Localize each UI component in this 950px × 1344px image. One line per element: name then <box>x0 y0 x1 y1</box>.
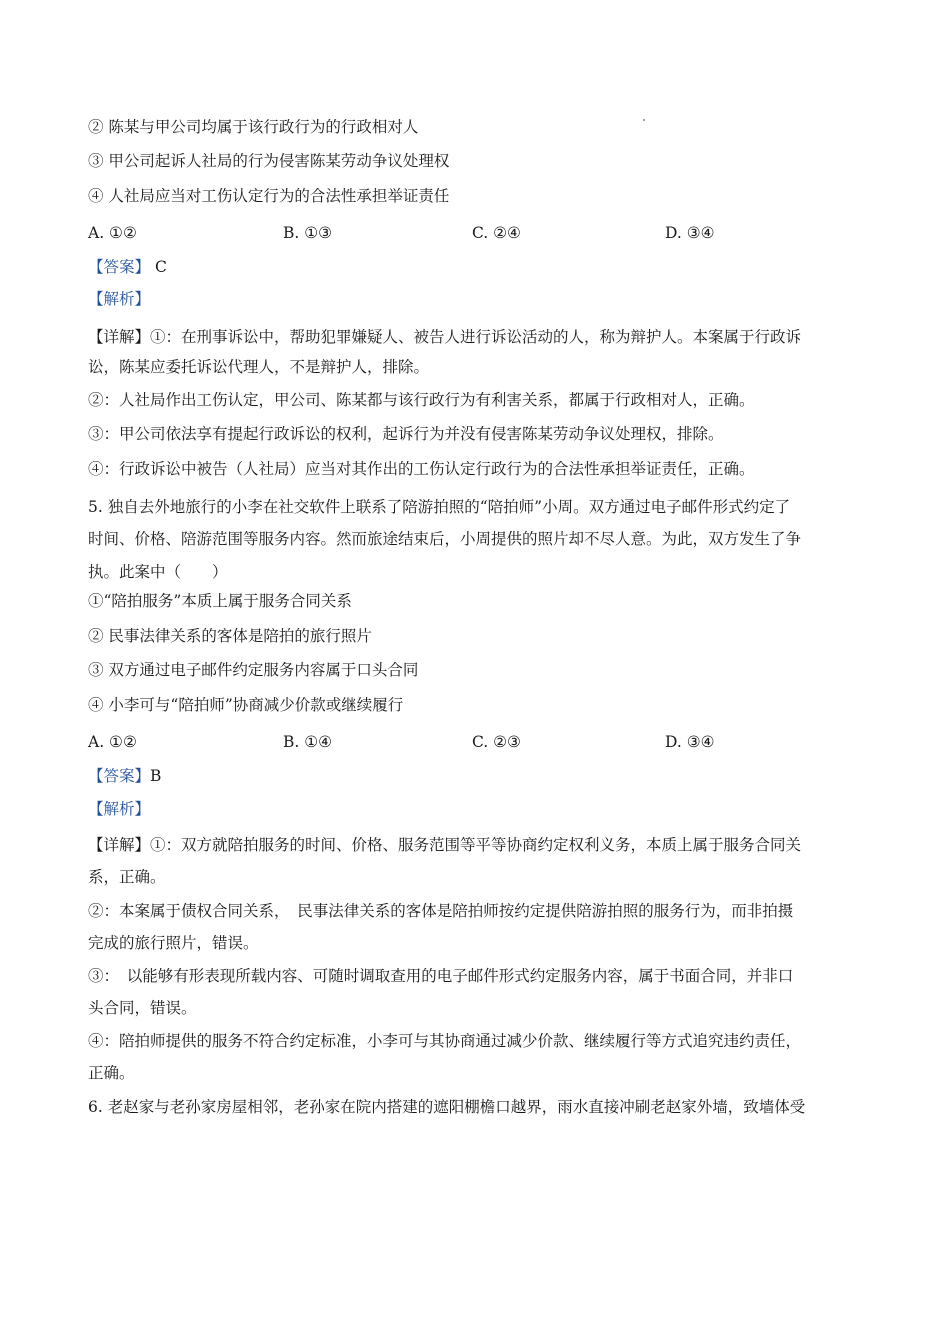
q4-item-4: ④ 人社局应当对工伤认定行为的合法性承担举证责任 <box>88 187 450 205</box>
q4-detail-line: ②：人社局作出工伤认定，甲公司、陈某都与该行政行为有利害关系，都属于行政相对人，正确。 <box>88 391 755 409</box>
q4-answer <box>88 257 167 277</box>
q4-item-2: ② 陈某与甲公司均属于该行政行为的行政相对人 <box>88 118 419 136</box>
q4-detail-line: 【详解】①：在刑事诉讼中，帮助犯罪嫌疑人、被告人进行诉讼活动的人，称为辩护人。本案属于行政诉 <box>88 328 802 346</box>
q4-answer-value: C <box>150 258 167 276</box>
q6-stem-line: 6. 老赵家与老孙家房屋相邻，老孙家在院内搭建的遮阳棚檐口越界，雨水直接冲刷老赵家外墙，致墙体受 <box>88 1098 806 1116</box>
q4-detail-line: 讼，陈某应委托诉讼代理人，不是辩护人，排除。 <box>88 358 430 376</box>
q4-option-d: D. ③④ <box>665 224 715 242</box>
q5-detail-line: 正确。 <box>88 1064 135 1082</box>
q5-detail-line: 完成的旅行照片，错误。 <box>88 934 259 952</box>
q5-stem-line: 执。此案中（ ） <box>88 563 228 581</box>
q5-option-b: B. ①④ <box>283 733 333 751</box>
q5-analysis-tag: 【解析】 <box>88 800 151 818</box>
q4-answer-tag: 【答案】 <box>88 258 151 276</box>
q5-item-3: ③ 双方通过电子邮件约定服务内容属于口头合同 <box>88 661 419 679</box>
q5-answer-tag: 【答案】 <box>88 767 151 785</box>
q5-detail-line: 系，正确。 <box>88 868 166 886</box>
q5-option-a: A. ①② <box>88 733 137 751</box>
q5-option-c: C. ②③ <box>472 733 521 751</box>
q5-detail-line: 【详解】①：双方就陪拍服务的时间、价格、服务范围等平等协商约定权利义务，本质上属于服务合同关 <box>88 836 802 854</box>
q4-option-b: B. ①③ <box>283 224 333 242</box>
q5-item-1: ①“陪拍服务”本质上属于服务合同关系 <box>88 592 352 610</box>
q5-detail-line: ④：陪拍师提供的服务不符合约定标准，小李可与其协商通过减少价款、继续履行等方式追究违约责任， <box>88 1032 802 1050</box>
q5-option-d: D. ③④ <box>665 733 715 751</box>
q4-option-c: C. ②④ <box>472 224 521 242</box>
q5-item-2: ② 民事法律关系的客体是陪拍的旅行照片 <box>88 627 372 645</box>
q4-detail-line: ④：行政诉讼中被告（人社局）应当对其作出的工伤认定行政行为的合法性承担举证责任，正确。 <box>88 460 755 478</box>
q5-detail-line: ③： 以能够有形表现所载内容、可随时调取查用的电子邮件形式约定服务内容，属于书面合同，并非口 <box>88 967 794 985</box>
q5-answer-value: B <box>150 767 162 785</box>
q5-stem-line: 5. 独自去外地旅行的小李在社交软件上联系了陪游拍照的“陪拍师”小周。双方通过电子邮件形式约定了 <box>88 498 791 516</box>
q5-answer <box>88 766 161 786</box>
q5-detail-line: 头合同，错误。 <box>88 999 197 1017</box>
stray-dot <box>643 119 645 121</box>
q5-item-4: ④ 小李可与“陪拍师”协商减少价款或继续履行 <box>88 696 404 714</box>
q5-detail-line: ②：本案属于债权合同关系， 民事法律关系的客体是陪拍师按约定提供陪游拍照的服务行为，而非拍摄 <box>88 902 794 920</box>
q4-detail-line: ③：甲公司依法享有提起行政诉讼的权利，起诉行为并没有侵害陈某劳动争议处理权，排除。 <box>88 425 724 443</box>
q4-analysis-tag: 【解析】 <box>88 290 151 308</box>
q5-stem-line: 时间、价格、陪游范围等服务内容。然而旅途结束后，小周提供的照片却不尽人意。为此，双方发生了争 <box>88 530 802 548</box>
q4-item-3: ③ 甲公司起诉人社局的行为侵害陈某劳动争议处理权 <box>88 152 450 170</box>
q4-option-a: A. ①② <box>88 224 137 242</box>
